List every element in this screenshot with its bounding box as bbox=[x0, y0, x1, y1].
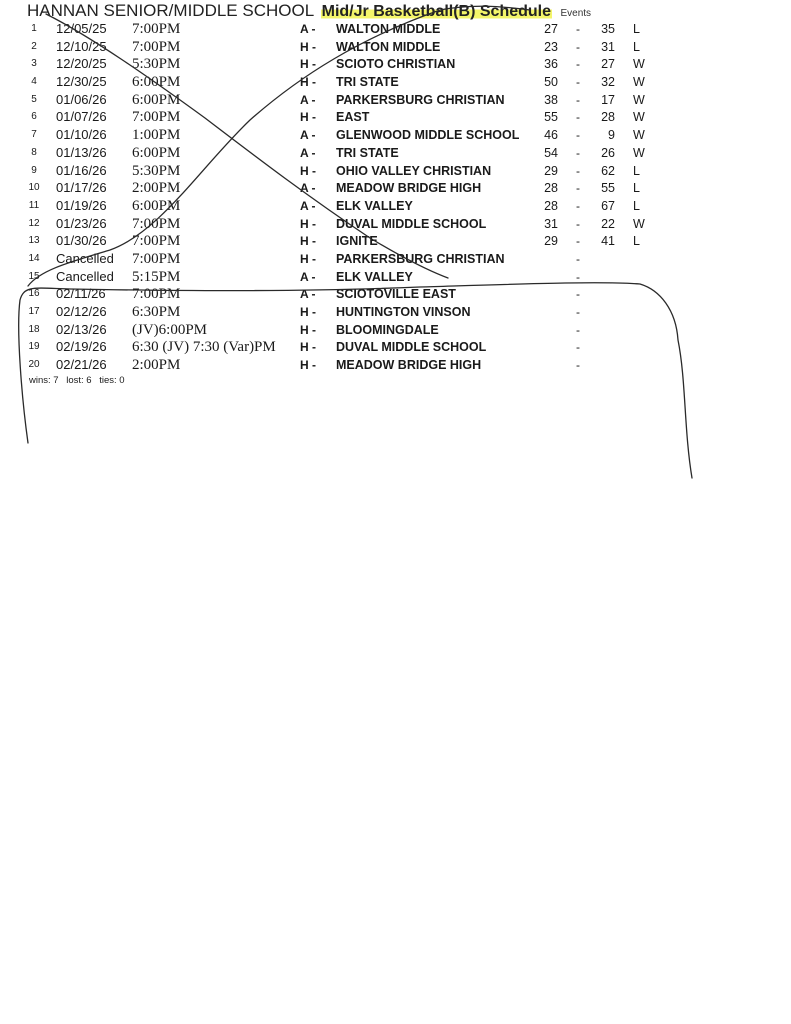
game-date: 02/11/26 bbox=[56, 286, 106, 302]
score-dash: - bbox=[576, 234, 580, 249]
schedule-row bbox=[0, 285, 791, 303]
opponent-score: 55 bbox=[601, 181, 615, 196]
game-time: 6:00PM bbox=[132, 91, 181, 108]
opponent-name: TRI STATE bbox=[336, 75, 399, 90]
opponent-name: BLOOMINGDALE bbox=[336, 322, 439, 337]
header bbox=[27, 1, 591, 21]
opponent-score: 9 bbox=[608, 128, 615, 143]
score-dash: - bbox=[576, 305, 580, 319]
game-time: 6:30 (JV) 7:30 (Var)PM bbox=[132, 339, 276, 356]
schedule-row bbox=[0, 73, 791, 91]
score-dash: - bbox=[576, 110, 580, 125]
schedule-row bbox=[0, 179, 791, 197]
schedule-row bbox=[0, 356, 791, 374]
game-result: L bbox=[633, 22, 640, 36]
game-time: 7:00PM bbox=[132, 233, 181, 250]
game-result: L bbox=[633, 163, 640, 178]
game-result: L bbox=[633, 39, 640, 54]
game-date: 02/21/26 bbox=[56, 357, 107, 373]
game-date: 01/17/26 bbox=[56, 180, 107, 196]
game-time: (JV)6:00PM bbox=[132, 321, 208, 338]
score-dash: - bbox=[576, 163, 580, 178]
game-result: L bbox=[633, 198, 640, 213]
game-result: W bbox=[633, 57, 645, 72]
game-number: 1 bbox=[31, 23, 37, 34]
game-result: W bbox=[633, 128, 645, 143]
score-dash: - bbox=[576, 269, 580, 284]
game-time: 6:00PM bbox=[132, 74, 181, 91]
opponent-name: TRI STATE bbox=[336, 145, 399, 160]
opponent-name: SCIOTO CHRISTIAN bbox=[336, 57, 456, 72]
our-score: 28 bbox=[544, 198, 558, 213]
game-number: 18 bbox=[28, 323, 40, 335]
score-dash: - bbox=[576, 128, 580, 143]
opponent-score: 26 bbox=[601, 145, 615, 160]
game-number: 8 bbox=[31, 146, 37, 158]
opponent-score: 67 bbox=[601, 198, 615, 213]
opponent-name: OHIO VALLEY CHRISTIAN bbox=[336, 163, 492, 178]
home-away: H - bbox=[300, 340, 316, 355]
our-score: 27 bbox=[544, 22, 558, 36]
score-dash: - bbox=[576, 145, 580, 160]
home-away: H - bbox=[300, 75, 316, 90]
game-date: 01/13/26 bbox=[56, 144, 107, 160]
schedule-row bbox=[0, 268, 791, 286]
home-away: H - bbox=[300, 163, 316, 178]
opponent-name: ELK VALLEY bbox=[336, 198, 413, 213]
opponent-name: IGNITE bbox=[336, 234, 378, 249]
opponent-score: 35 bbox=[601, 22, 615, 36]
schedule-row bbox=[0, 144, 791, 162]
score-dash: - bbox=[576, 322, 580, 337]
wins-count: wins: 7 bbox=[29, 375, 59, 386]
opponent-name: DUVAL MIDDLE SCHOOL bbox=[336, 340, 487, 355]
opponent-name: HUNTINGTON VINSON bbox=[336, 305, 471, 319]
game-time: 5:30PM bbox=[132, 162, 181, 179]
schedule-row bbox=[0, 303, 791, 321]
game-number: 17 bbox=[28, 306, 40, 317]
game-time: 7:00PM bbox=[132, 38, 181, 55]
game-number: 13 bbox=[28, 235, 40, 247]
opponent-name: MEADOW BRIDGE HIGH bbox=[336, 181, 482, 196]
score-dash: - bbox=[576, 340, 580, 355]
home-away: H - bbox=[300, 110, 316, 125]
home-away: A - bbox=[300, 287, 316, 302]
opponent-score: 32 bbox=[601, 75, 615, 90]
game-number: 4 bbox=[31, 76, 37, 88]
our-score: 36 bbox=[544, 57, 558, 72]
home-away: A - bbox=[300, 269, 316, 284]
home-away: H - bbox=[300, 234, 316, 249]
score-dash: - bbox=[576, 22, 580, 36]
our-score: 38 bbox=[544, 92, 558, 107]
schedule-row bbox=[0, 232, 791, 250]
game-date: 02/19/26 bbox=[56, 339, 107, 355]
game-date: 12/30/25 bbox=[56, 74, 107, 90]
schedule-row bbox=[0, 91, 791, 109]
game-number: 11 bbox=[28, 199, 40, 211]
game-result: W bbox=[633, 75, 645, 90]
game-time: 5:15PM bbox=[132, 268, 181, 285]
opponent-name: ELK VALLEY bbox=[336, 269, 413, 284]
schedule-row bbox=[0, 38, 791, 56]
game-date: 12/05/25 bbox=[56, 21, 107, 36]
game-time: 7:00PM bbox=[132, 250, 181, 267]
game-date: 12/10/25 bbox=[56, 38, 107, 54]
game-time: 6:30PM bbox=[132, 304, 181, 320]
opponent-name: PARKERSBURG CHRISTIAN bbox=[336, 92, 505, 107]
school-name: HANNAN SENIOR/MIDDLE SCHOOL bbox=[27, 1, 315, 20]
home-away: A - bbox=[300, 128, 316, 143]
opponent-score: 27 bbox=[601, 57, 615, 72]
opponent-name: EAST bbox=[336, 110, 370, 125]
game-number: 2 bbox=[31, 40, 37, 52]
home-away: H - bbox=[300, 322, 316, 337]
game-date: 02/12/26 bbox=[56, 304, 107, 319]
schedule-table bbox=[0, 20, 791, 374]
our-score: 50 bbox=[544, 75, 558, 90]
game-time: 2:00PM bbox=[132, 180, 181, 197]
home-away: H - bbox=[300, 39, 316, 54]
schedule-row bbox=[0, 197, 791, 215]
opponent-score: 28 bbox=[601, 110, 615, 125]
game-date: 01/10/26 bbox=[56, 127, 107, 143]
game-date: 01/07/26 bbox=[56, 109, 107, 125]
schedule-row bbox=[0, 321, 791, 339]
score-dash: - bbox=[576, 75, 580, 90]
game-date: 01/19/26 bbox=[56, 197, 107, 213]
opponent-score: 62 bbox=[601, 163, 615, 178]
game-time: 7:00PM bbox=[132, 109, 181, 126]
game-number: 10 bbox=[28, 182, 40, 194]
home-away: A - bbox=[300, 198, 316, 213]
opponent-score: 22 bbox=[601, 216, 615, 231]
schedule-row bbox=[0, 162, 791, 180]
events-label: Events bbox=[560, 8, 592, 19]
opponent-name: DUVAL MIDDLE SCHOOL bbox=[336, 216, 487, 231]
home-away: A - bbox=[300, 145, 316, 160]
score-dash: - bbox=[576, 39, 580, 54]
game-number: 3 bbox=[31, 58, 37, 70]
opponent-score: 17 bbox=[601, 92, 615, 107]
schedule-row bbox=[0, 108, 791, 126]
opponent-score: 41 bbox=[601, 234, 615, 249]
game-date: 12/20/25 bbox=[56, 56, 107, 72]
schedule-title: Mid/Jr Basketball(B) Schedule bbox=[321, 3, 552, 20]
our-score: 55 bbox=[544, 110, 558, 125]
game-result: W bbox=[633, 216, 645, 231]
schedule-row bbox=[0, 338, 791, 356]
opponent-name: PARKERSBURG CHRISTIAN bbox=[336, 251, 505, 266]
game-date: 01/30/26 bbox=[56, 233, 107, 249]
game-number: 5 bbox=[31, 93, 37, 105]
game-date: Cancelled bbox=[56, 250, 114, 266]
home-away: H - bbox=[300, 57, 316, 72]
home-away: H - bbox=[300, 216, 316, 231]
game-number: 16 bbox=[28, 288, 40, 300]
game-number: 7 bbox=[31, 129, 37, 141]
game-time: 6:00PM bbox=[132, 144, 181, 161]
game-date: 01/23/26 bbox=[56, 215, 107, 231]
opponent-name: GLENWOOD MIDDLE SCHOOL bbox=[336, 128, 520, 143]
opponent-name: WALTON MIDDLE bbox=[336, 39, 441, 54]
record-summary bbox=[29, 375, 130, 386]
home-away: H - bbox=[300, 358, 316, 373]
game-number: 19 bbox=[28, 341, 40, 353]
opponent-score: 31 bbox=[601, 39, 615, 54]
schedule-row bbox=[0, 20, 791, 38]
game-time: 7:00PM bbox=[132, 286, 181, 303]
game-number: 6 bbox=[31, 111, 37, 123]
game-result: L bbox=[633, 234, 640, 249]
our-score: 29 bbox=[544, 234, 558, 249]
game-time: 7:00PM bbox=[132, 215, 181, 232]
game-result: L bbox=[633, 181, 640, 196]
game-date: 01/16/26 bbox=[56, 162, 107, 178]
game-number: 12 bbox=[28, 217, 40, 229]
game-time: 6:00PM bbox=[132, 197, 181, 214]
score-dash: - bbox=[576, 181, 580, 196]
our-score: 54 bbox=[544, 145, 558, 160]
our-score: 31 bbox=[544, 216, 558, 231]
home-away: H - bbox=[300, 251, 316, 266]
score-dash: - bbox=[576, 92, 580, 107]
our-score: 29 bbox=[544, 163, 558, 178]
lost-count: lost: 6 bbox=[66, 375, 92, 386]
home-away: A - bbox=[300, 22, 316, 36]
game-time: 1:00PM bbox=[132, 127, 181, 144]
game-date: 02/13/26 bbox=[56, 321, 107, 337]
home-away: H - bbox=[300, 305, 316, 319]
opponent-name: SCIOTOVILLE EAST bbox=[336, 287, 456, 302]
game-date: 01/06/26 bbox=[56, 91, 107, 107]
score-dash: - bbox=[576, 287, 580, 302]
ties-count: ties: 0 bbox=[99, 375, 125, 386]
schedule-row bbox=[0, 126, 791, 144]
opponent-name: WALTON MIDDLE bbox=[336, 22, 441, 36]
game-date: Cancelled bbox=[56, 268, 114, 284]
game-number: 20 bbox=[28, 359, 40, 371]
schedule-row bbox=[0, 250, 791, 268]
home-away: A - bbox=[300, 92, 316, 107]
home-away: A - bbox=[300, 181, 316, 196]
game-time: 5:30PM bbox=[132, 56, 181, 73]
game-number: 9 bbox=[31, 164, 37, 176]
our-score: 23 bbox=[544, 39, 558, 54]
game-number: 15 bbox=[28, 270, 40, 282]
schedule-row bbox=[0, 55, 791, 73]
game-number: 14 bbox=[28, 252, 40, 264]
game-time: 2:00PM bbox=[132, 357, 181, 374]
game-result: W bbox=[633, 92, 645, 107]
game-result: W bbox=[633, 145, 645, 160]
score-dash: - bbox=[576, 358, 580, 373]
schedule-row bbox=[0, 215, 791, 233]
game-result: W bbox=[633, 110, 645, 125]
score-dash: - bbox=[576, 57, 580, 72]
our-score: 28 bbox=[544, 181, 558, 196]
game-time: 7:00PM bbox=[132, 21, 181, 37]
opponent-name: MEADOW BRIDGE HIGH bbox=[336, 358, 482, 373]
score-dash: - bbox=[576, 216, 580, 231]
score-dash: - bbox=[576, 251, 580, 266]
our-score: 46 bbox=[544, 128, 558, 143]
score-dash: - bbox=[576, 198, 580, 213]
